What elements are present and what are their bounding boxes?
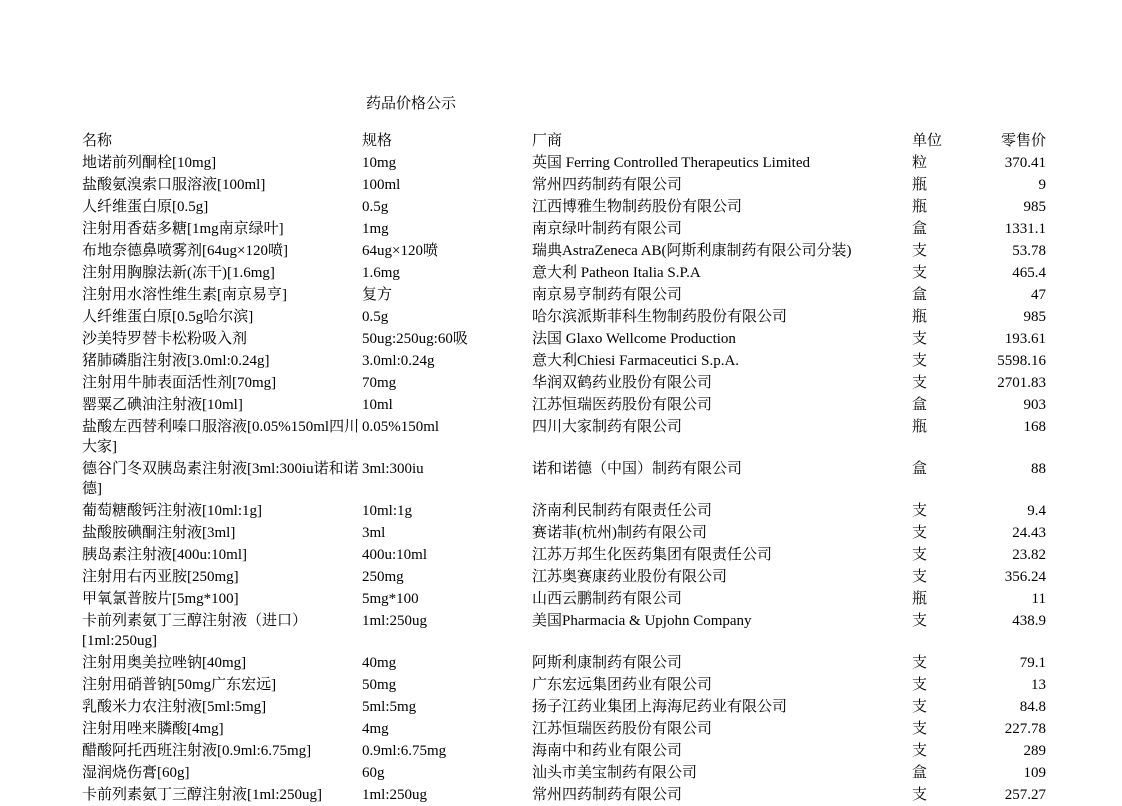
column-header-name: 名称 xyxy=(82,133,113,149)
table-row xyxy=(82,652,1050,674)
cell-unit: 支 xyxy=(912,547,928,563)
cell-price: 985 xyxy=(1023,309,1046,325)
table-header-row xyxy=(82,130,1050,152)
table-row xyxy=(82,674,1050,696)
table-row xyxy=(82,372,1050,394)
cell-spec: 1ml:250ug xyxy=(362,613,428,629)
cell-manufacturer: 海南中和药业有限公司 xyxy=(532,743,683,759)
cell-spec: 40mg xyxy=(362,655,397,671)
cell-spec: 50ug:250ug:60吸 xyxy=(362,331,468,347)
cell-price: 257.27 xyxy=(1004,787,1046,803)
cell-manufacturer: 江西博雅生物制药股份有限公司 xyxy=(532,199,743,215)
cell-price: 84.8 xyxy=(1019,699,1046,715)
cell-price: 47 xyxy=(1031,287,1046,303)
cell-drug-name: 布地奈德鼻喷雾剂[64ug×120喷] xyxy=(82,243,288,259)
cell-drug-name: 注射用奥美拉唑钠[40mg] xyxy=(82,655,247,671)
page-title: 药品价格公示 xyxy=(366,96,457,112)
cell-manufacturer: 意大利Chiesi Farmaceutici S.p.A. xyxy=(532,353,740,369)
column-header-manufacturer: 厂商 xyxy=(532,133,563,149)
cell-unit: 支 xyxy=(912,265,928,281)
table-row xyxy=(82,240,1050,262)
cell-spec: 3ml:300iu xyxy=(362,461,424,477)
cell-price: 1331.1 xyxy=(1004,221,1046,237)
cell-spec: 10mg xyxy=(362,155,397,171)
table-row xyxy=(82,566,1050,588)
cell-price: 356.24 xyxy=(1004,569,1046,585)
cell-price: 2701.83 xyxy=(997,375,1046,391)
cell-price: 109 xyxy=(1023,765,1046,781)
cell-price: 88 xyxy=(1031,461,1046,477)
table-row xyxy=(82,718,1050,740)
cell-unit: 支 xyxy=(912,503,928,519)
cell-drug-name: 德谷门冬双胰岛素注射液[3ml:300iu诺和诺德] xyxy=(82,461,359,497)
cell-manufacturer: 广东宏远集团药业有限公司 xyxy=(532,677,713,693)
cell-spec: 60g xyxy=(362,765,385,781)
cell-price: 370.41 xyxy=(1004,155,1046,171)
cell-drug-name: 乳酸米力农注射液[5ml:5mg] xyxy=(82,699,267,715)
cell-spec: 100ml xyxy=(362,177,401,193)
cell-price: 438.9 xyxy=(1012,613,1046,629)
cell-unit: 盒 xyxy=(912,287,928,303)
cell-unit: 支 xyxy=(912,375,928,391)
cell-price: 193.61 xyxy=(1004,331,1046,347)
cell-spec: 1mg xyxy=(362,221,389,237)
cell-spec: 0.05%150ml xyxy=(362,419,440,435)
cell-manufacturer: 美国Pharmacia & Upjohn Company xyxy=(532,613,752,629)
cell-manufacturer: 常州四药制药有限公司 xyxy=(532,177,683,193)
cell-price: 9.4 xyxy=(1027,503,1046,519)
cell-spec: 70mg xyxy=(362,375,397,391)
cell-manufacturer: 英国 Ferring Controlled Therapeutics Limited xyxy=(532,155,810,171)
table-row xyxy=(82,544,1050,566)
cell-drug-name: 胰岛素注射液[400u:10ml] xyxy=(82,547,247,563)
cell-unit: 盒 xyxy=(912,221,928,237)
cell-spec: 64ug×120喷 xyxy=(362,243,438,259)
cell-price: 289 xyxy=(1023,743,1046,759)
column-header-price: 零售价 xyxy=(1000,133,1046,149)
cell-unit: 支 xyxy=(912,787,928,803)
cell-manufacturer: 赛诺菲(杭州)制药有限公司 xyxy=(532,525,707,541)
cell-drug-name: 注射用水溶性维生素[南京易亨] xyxy=(82,287,287,303)
cell-drug-name: 盐酸胺碘酮注射液[3ml] xyxy=(82,525,236,541)
cell-spec: 10ml:1g xyxy=(362,503,413,519)
table-row xyxy=(82,262,1050,284)
cell-spec: 0.9ml:6.75mg xyxy=(362,743,447,759)
cell-spec: 复方 xyxy=(362,287,393,303)
cell-price: 168 xyxy=(1023,419,1046,435)
cell-spec: 3ml xyxy=(362,525,386,541)
table-row xyxy=(82,588,1050,610)
cell-manufacturer: 江苏恒瑞医药股份有限公司 xyxy=(532,397,713,413)
cell-manufacturer: 南京绿叶制药有限公司 xyxy=(532,221,683,237)
table-row xyxy=(82,350,1050,372)
cell-drug-name: 甲氧氯普胺片[5mg*100] xyxy=(82,591,239,607)
cell-manufacturer: 诺和诺德（中国）制药有限公司 xyxy=(532,461,743,477)
cell-unit: 支 xyxy=(912,613,928,629)
table-row xyxy=(82,784,1050,806)
cell-spec: 4mg xyxy=(362,721,389,737)
cell-spec: 5ml:5mg xyxy=(362,699,417,715)
table-row xyxy=(82,174,1050,196)
cell-price: 9 xyxy=(1038,177,1046,193)
cell-manufacturer: 华润双鹤药业股份有限公司 xyxy=(532,375,713,391)
cell-price: 465.4 xyxy=(1012,265,1046,281)
cell-manufacturer: 法国 Glaxo Wellcome Production xyxy=(532,331,736,347)
column-header-unit: 单位 xyxy=(912,133,943,149)
cell-drug-name: 注射用牛肺表面活性剂[70mg] xyxy=(82,375,277,391)
cell-manufacturer: 四川大家制药有限公司 xyxy=(532,419,683,435)
table-row xyxy=(82,740,1050,762)
cell-unit: 瓶 xyxy=(912,591,928,607)
cell-drug-name: 注射用胸腺法新(冻干)[1.6mg] xyxy=(82,265,275,281)
cell-unit: 瓶 xyxy=(912,177,928,193)
cell-manufacturer: 山西云鹏制药有限公司 xyxy=(532,591,683,607)
drug-price-table xyxy=(82,130,1050,806)
cell-manufacturer: 意大利 Patheon Italia S.P.A xyxy=(532,265,701,281)
cell-spec: 0.5g xyxy=(362,199,389,215)
cell-drug-name: 湿润烧伤膏[60g] xyxy=(82,765,190,781)
cell-unit: 粒 xyxy=(912,155,928,171)
cell-manufacturer: 扬子江药业集团上海海尼药业有限公司 xyxy=(532,699,788,715)
cell-drug-name: 猪肺磷脂注射液[3.0ml:0.24g] xyxy=(82,353,270,369)
cell-spec: 10ml xyxy=(362,397,393,413)
cell-unit: 瓶 xyxy=(912,309,928,325)
table-row xyxy=(82,696,1050,718)
cell-unit: 支 xyxy=(912,243,928,259)
cell-unit: 盒 xyxy=(912,765,928,781)
table-row xyxy=(82,218,1050,240)
cell-price: 11 xyxy=(1031,591,1046,607)
table-row xyxy=(82,152,1050,174)
cell-spec: 400u:10ml xyxy=(362,547,428,563)
table-row xyxy=(82,500,1050,522)
cell-manufacturer: 汕头市美宝制药有限公司 xyxy=(532,765,698,781)
cell-price: 227.78 xyxy=(1004,721,1046,737)
table-row xyxy=(82,416,1050,458)
cell-unit: 支 xyxy=(912,525,928,541)
cell-drug-name: 罂粟乙碘油注射液[10ml] xyxy=(82,397,243,413)
cell-unit: 支 xyxy=(912,677,928,693)
cell-price: 79.1 xyxy=(1019,655,1046,671)
cell-price: 23.82 xyxy=(1012,547,1046,563)
cell-manufacturer: 江苏万邦生化医药集团有限责任公司 xyxy=(532,547,773,563)
cell-drug-name: 葡萄糖酸钙注射液[10ml:1g] xyxy=(82,503,262,519)
cell-price: 13 xyxy=(1031,677,1046,693)
cell-unit: 支 xyxy=(912,699,928,715)
table-row xyxy=(82,328,1050,350)
cell-spec: 1ml:250ug xyxy=(362,787,428,803)
cell-manufacturer: 哈尔滨派斯菲科生物制药股份有限公司 xyxy=(532,309,788,325)
cell-manufacturer: 济南利民制药有限责任公司 xyxy=(532,503,713,519)
cell-unit: 盒 xyxy=(912,461,928,477)
table-row xyxy=(82,306,1050,328)
cell-unit: 盒 xyxy=(912,397,928,413)
cell-drug-name: 盐酸氨溴索口服溶液[100ml] xyxy=(82,177,266,193)
cell-manufacturer: 瑞典AstraZeneca AB(阿斯利康制药有限公司分装) xyxy=(532,243,852,259)
cell-spec: 250mg xyxy=(362,569,404,585)
cell-unit: 支 xyxy=(912,331,928,347)
cell-unit: 支 xyxy=(912,655,928,671)
cell-drug-name: 注射用香菇多糖[1mg南京绿叶] xyxy=(82,221,284,237)
cell-drug-name: 盐酸左西替利嗪口服溶液[0.05%150ml四川大家] xyxy=(82,419,360,455)
cell-manufacturer: 阿斯利康制药有限公司 xyxy=(532,655,683,671)
table-body xyxy=(82,152,1050,806)
table-row xyxy=(82,394,1050,416)
cell-spec: 1.6mg xyxy=(362,265,400,281)
table-row xyxy=(82,284,1050,306)
cell-drug-name: 地诺前列酮栓[10mg] xyxy=(82,155,217,171)
table-row xyxy=(82,522,1050,544)
cell-spec: 5mg*100 xyxy=(362,591,419,607)
cell-unit: 瓶 xyxy=(912,199,928,215)
cell-drug-name: 注射用右丙亚胺[250mg] xyxy=(82,569,239,585)
cell-drug-name: 注射用唑来膦酸[4mg] xyxy=(82,721,224,737)
column-header-spec: 规格 xyxy=(362,133,393,149)
cell-manufacturer: 江苏恒瑞医药股份有限公司 xyxy=(532,721,713,737)
table-row xyxy=(82,762,1050,784)
cell-unit: 支 xyxy=(912,721,928,737)
cell-unit: 支 xyxy=(912,743,928,759)
table-row xyxy=(82,458,1050,500)
cell-drug-name: 沙美特罗替卡松粉吸入剂 xyxy=(82,331,248,347)
cell-manufacturer: 常州四药制药有限公司 xyxy=(532,787,683,803)
cell-unit: 支 xyxy=(912,353,928,369)
cell-price: 24.43 xyxy=(1012,525,1046,541)
table-row xyxy=(82,196,1050,218)
cell-drug-name: 注射用硝普钠[50mg广东宏远] xyxy=(82,677,277,693)
cell-manufacturer: 江苏奥赛康药业股份有限公司 xyxy=(532,569,728,585)
cell-manufacturer: 南京易亨制药有限公司 xyxy=(532,287,683,303)
cell-spec: 0.5g xyxy=(362,309,389,325)
cell-unit: 支 xyxy=(912,569,928,585)
cell-drug-name: 人纤维蛋白原[0.5g哈尔滨] xyxy=(82,309,254,325)
cell-price: 903 xyxy=(1023,397,1046,413)
cell-spec: 3.0ml:0.24g xyxy=(362,353,435,369)
cell-price: 985 xyxy=(1023,199,1046,215)
cell-price: 53.78 xyxy=(1012,243,1046,259)
cell-drug-name: 醋酸阿托西班注射液[0.9ml:6.75mg] xyxy=(82,743,312,759)
cell-drug-name: 卡前列素氨丁三醇注射液[1ml:250ug] xyxy=(82,787,322,803)
cell-unit: 瓶 xyxy=(912,419,928,435)
cell-price: 5598.16 xyxy=(997,353,1046,369)
table-row xyxy=(82,610,1050,652)
cell-drug-name: 卡前列素氨丁三醇注射液（进口）[1ml:250ug] xyxy=(82,613,308,649)
cell-spec: 50mg xyxy=(362,677,397,693)
cell-drug-name: 人纤维蛋白原[0.5g] xyxy=(82,199,209,215)
